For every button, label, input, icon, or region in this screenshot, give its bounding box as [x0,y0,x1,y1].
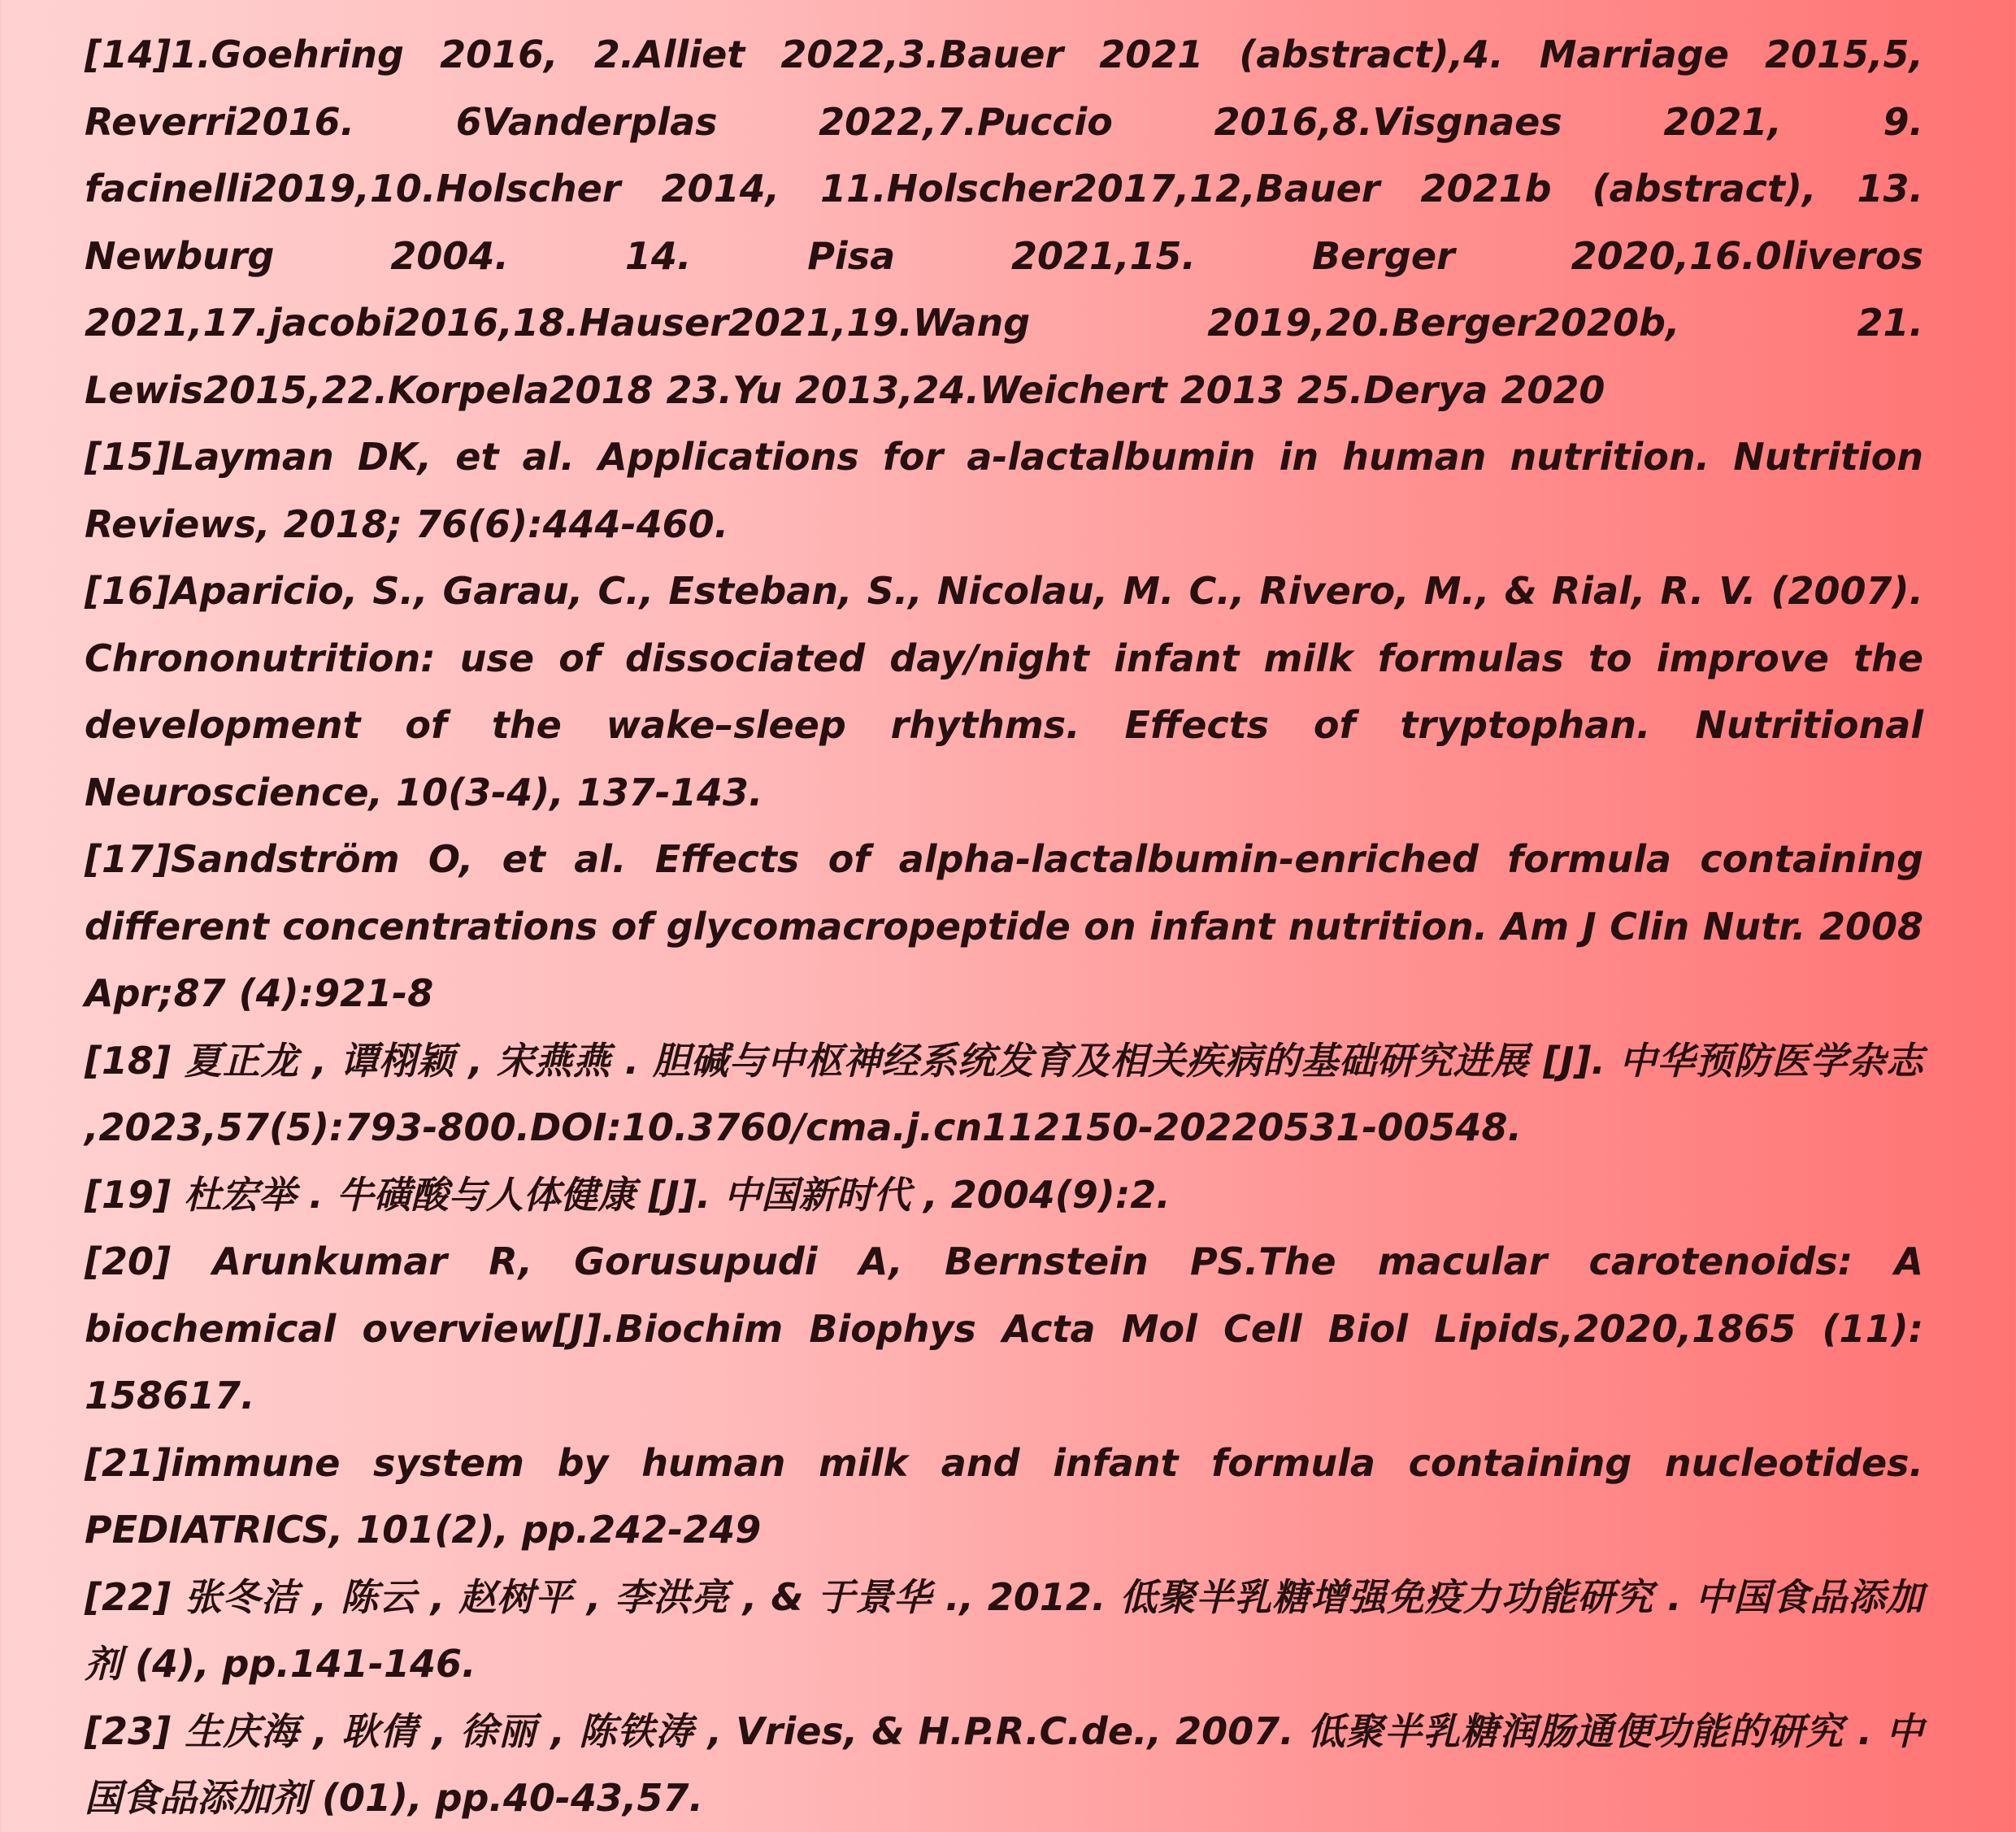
reference-label-14: [14] [85,33,172,76]
reference-text-22: 张冬洁 , 陈云 , 赵树平 , 李洪亮 , & 于景华 ., 2012. 低聚半乳糖增强免疫力功能研究 . 中国食品添加剂 (4), pp.141-146. [85,1574,1923,1686]
reference-label-20: [20] [85,1239,172,1283]
reference-item-20 [85,1228,1923,1430]
reference-label-22: [22] [85,1574,172,1619]
reference-label-19: [19] [85,1172,172,1217]
reference-item-22 [85,1564,1923,1698]
reference-item-17 [85,826,1923,1027]
reference-label-23: [23] [85,1708,172,1753]
reference-text-17: Sandström O, et al. Effects of alpha-lactalbumin-enriched formula containing different concentrations of glycomacropeptide on infant nutrition. Am J Clin Nutr. 2008 Apr;87 (4):921-8 [85,837,1923,1015]
reference-label-21: [21] [85,1440,172,1485]
reference-item-19 [85,1161,1923,1229]
reference-text-16: Aparicio, S., Garau, C., Esteban, S., Nicolau, M. C., Rivero, M., & Rial, R. V. (2007). Chrononutrition: use of dissociated day/night infant milk formulas to improve the development of the wake–sleep rhythms. Effects of tryptophan. Nutritional Neuroscience, 10(3-4), 137-143. [85,569,1923,814]
reference-item-14 [85,21,1923,423]
reference-text-20: Arunkumar R, Gorusupudi A, Bernstein PS.The macular carotenoids: A biochemical overview[J].Biochim Biophys Acta Mol Cell Biol Lipids,2020,1865 (11): 158617. [85,1239,1923,1417]
reference-text-18: 夏正龙 , 谭栩颖 , 宋燕燕 . 胆碱与中枢神经系统发育及相关疾病的基础研究进展 [J]. 中华预防医学杂志 ,2023,57(5):793-800.DOI:10.3760/cma.j.cn112150-20220531-00548. [85,1038,1923,1149]
reference-item-21 [85,1430,1923,1564]
reference-text-15: Layman DK, et al. Applications for a-lactalbumin in human nutrition. Nutrition Reviews, 2018; 76(6):444-460. [85,435,1923,546]
reference-text-21: immune system by human milk and infant formula containing nucleotides. PEDIATRICS, 101(2), pp.242-249 [85,1440,1923,1552]
reference-item-15 [85,423,1923,558]
reference-list [85,21,1923,1832]
reference-text-14: 1.Goehring 2016, 2.Alliet 2022,3.Bauer 2021 (abstract),4. Marriage 2015,5, Reverri2016. 6Vanderplas 2022,7.Puccio 2016,8.Visgnaes 2021, 9. facinelli2019,10.Holscher 2014, 11.Holscher2017,12,Bauer 2021b (abstract), 13. Newburg 2004. 14. Pisa 2021,15. Berger 2020,16.0liveros 2021,17.jacobi2016,18.Hauser2021,19.Wang 2019,20.Berger2020b, 21. Lewis2015,22.Korpela2018 23.Yu 2013,24.Weichert 2013 25.Derya 2020 [85,33,1923,412]
reference-text-19: 杜宏举 . 牛磺酸与人体健康 [J]. 中国新时代 , 2004(9):2. [171,1172,1171,1217]
reference-item-23 [85,1698,1923,1832]
reference-label-18: [18] [85,1038,172,1083]
reference-text-23: 生庆海 , 耿倩 , 徐丽 , 陈铁涛 , Vries, & H.P.R.C.de., 2007. 低聚半乳糖润肠通便功能的研究 . 中国食品添加剂 (01), pp.40-43,57. [85,1708,1923,1820]
reference-label-17: [17] [85,837,172,881]
reference-item-16 [85,558,1923,826]
reference-label-15: [15] [85,435,172,479]
reference-label-16: [16] [85,569,172,613]
reference-item-18 [85,1027,1923,1161]
